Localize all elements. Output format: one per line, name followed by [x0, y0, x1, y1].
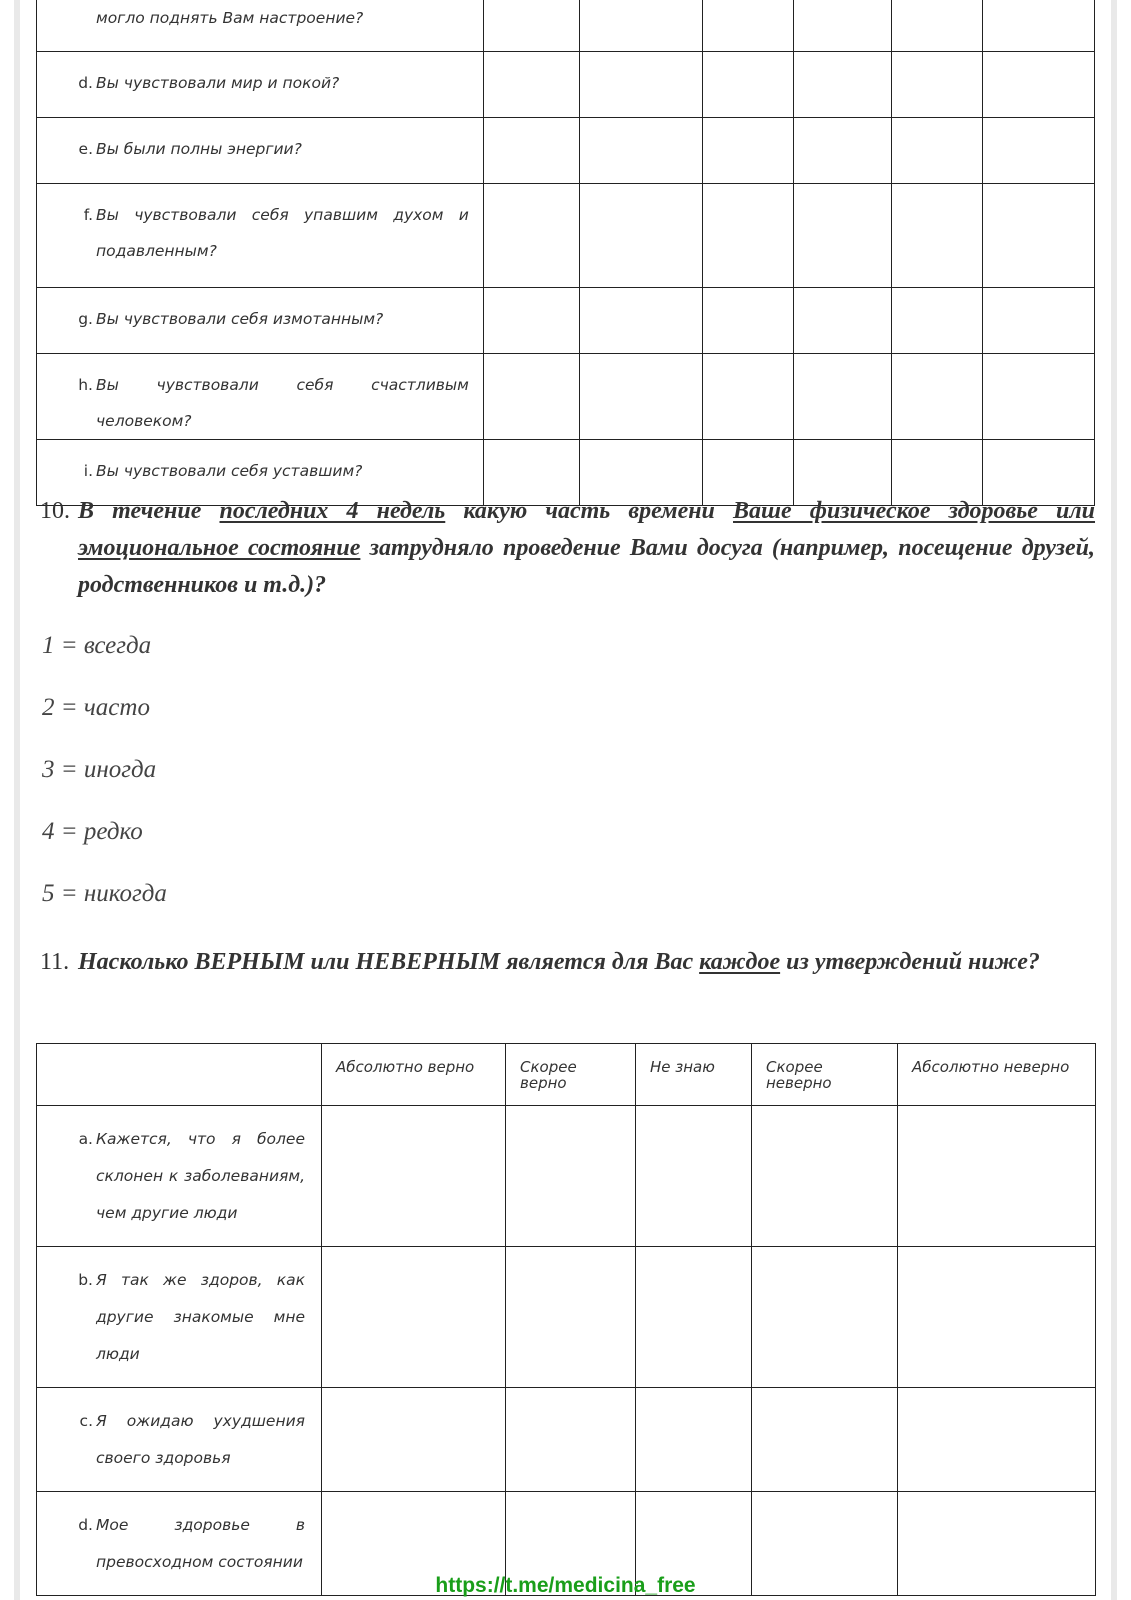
table-row	[37, 1388, 1096, 1492]
answer-cell[interactable]	[982, 118, 1094, 184]
answer-cell[interactable]	[891, 184, 982, 288]
question-10	[40, 493, 1095, 604]
answer-cell[interactable]	[483, 52, 579, 118]
answer-cell[interactable]	[982, 184, 1094, 288]
answer-cell[interactable]	[982, 0, 1094, 52]
answer-cell[interactable]	[703, 0, 794, 52]
question-number: 11.	[40, 949, 70, 975]
answer-option: 2 = часто	[42, 694, 150, 721]
answer-cell[interactable]	[752, 1388, 898, 1492]
answer-cell[interactable]	[636, 1106, 752, 1247]
answer-cell[interactable]	[982, 288, 1094, 354]
column-header: Не знаю	[636, 1044, 752, 1106]
q11-item-a: a. Кажется, что я более склонен к заболеваниям, чем другие люди	[37, 1106, 322, 1247]
answer-cell[interactable]	[483, 0, 579, 52]
table-row	[37, 288, 1095, 354]
answer-cell[interactable]	[703, 288, 794, 354]
table-row	[37, 1247, 1096, 1388]
answer-cell[interactable]	[891, 52, 982, 118]
answer-cell[interactable]	[506, 1106, 636, 1247]
q9-item-h: h. Вы чувствовали себя счастливым человеком?	[37, 354, 484, 440]
answer-cell[interactable]	[703, 118, 794, 184]
answer-cell[interactable]	[579, 354, 702, 440]
answer-cell[interactable]	[703, 354, 794, 440]
question-number: 10.	[40, 498, 70, 524]
q11-item-d: d. Мое здоровье в превосходном состоянии	[37, 1492, 322, 1596]
answer-cell[interactable]	[891, 118, 982, 184]
answer-cell[interactable]	[506, 1388, 636, 1492]
answer-cell[interactable]	[898, 1106, 1096, 1247]
answer-cell[interactable]	[703, 52, 794, 118]
table-row	[37, 354, 1095, 440]
q11-item-b: b. Я так же здоров, как другие знакомые мне люди	[37, 1247, 322, 1388]
q11-item-c: c. Я ожидаю ухудшения своего здоровья	[37, 1388, 322, 1492]
answer-cell[interactable]	[793, 0, 891, 52]
table-row	[37, 184, 1095, 288]
answer-cell[interactable]	[322, 1388, 506, 1492]
answer-cell[interactable]	[322, 1247, 506, 1388]
answer-option: 3 = иногда	[42, 756, 157, 783]
answer-cell[interactable]	[579, 184, 702, 288]
answer-cell[interactable]	[322, 1106, 506, 1247]
q9-table	[36, 0, 1095, 506]
table-row	[37, 118, 1095, 184]
answer-cell[interactable]	[898, 1388, 1096, 1492]
answer-cell[interactable]	[506, 1247, 636, 1388]
answer-cell[interactable]	[982, 52, 1094, 118]
answer-option: 4 = редко	[42, 818, 143, 845]
q9-item-g: g. Вы чувствовали себя измотанным?	[37, 288, 484, 354]
q9-item-f: f. Вы чувствовали себя упавшим духом и подавленным?	[37, 184, 484, 288]
answer-cell[interactable]	[579, 118, 702, 184]
column-header: Скорее неверно	[752, 1044, 898, 1106]
answer-cell[interactable]	[898, 1247, 1096, 1388]
table-row	[37, 1106, 1096, 1247]
answer-cell[interactable]	[483, 354, 579, 440]
answer-cell[interactable]	[891, 0, 982, 52]
question-text: Насколько ВЕРНЫМ или НЕВЕРНЫМ является для Вас каждое из утверждений ниже?	[78, 949, 1040, 975]
q9-item-i: i. Вы чувствовали себя уставшим?	[37, 440, 484, 506]
answer-cell[interactable]	[793, 52, 891, 118]
answer-cell[interactable]	[483, 118, 579, 184]
column-header: Скорее верно	[506, 1044, 636, 1106]
answer-cell[interactable]	[579, 0, 702, 52]
table-header-row	[37, 1044, 1096, 1106]
footer-link[interactable]: https://t.me/medicina_free	[435, 1574, 696, 1597]
q11-table	[36, 1043, 1096, 1596]
answer-cell[interactable]	[636, 1388, 752, 1492]
left-page-rail	[14, 0, 20, 1600]
answer-option: 5 = никогда	[42, 880, 167, 907]
column-header: Абсолютно верно	[322, 1044, 506, 1106]
header-empty-cell	[37, 1044, 322, 1106]
answer-cell[interactable]	[579, 52, 702, 118]
table-row	[37, 0, 1095, 52]
right-page-rail	[1111, 0, 1117, 1600]
q9-item-c-cont: могло поднять Вам настроение?	[37, 0, 484, 52]
answer-cell[interactable]	[793, 118, 891, 184]
answer-cell[interactable]	[891, 288, 982, 354]
answer-cell[interactable]	[636, 1247, 752, 1388]
question-11	[40, 944, 1095, 981]
answer-cell[interactable]	[752, 1247, 898, 1388]
answer-cell[interactable]	[483, 288, 579, 354]
answer-cell[interactable]	[703, 184, 794, 288]
answer-cell[interactable]	[752, 1106, 898, 1247]
q9-item-d: d. Вы чувствовали мир и покой?	[37, 52, 484, 118]
table-row	[37, 52, 1095, 118]
answer-cell[interactable]	[793, 184, 891, 288]
answer-cell[interactable]	[793, 288, 891, 354]
answer-cell[interactable]	[579, 288, 702, 354]
answer-cell[interactable]	[793, 354, 891, 440]
question-text: В течение последних 4 недель какую часть времени Ваше физическое здоровье или эмоциональное состояние затрудняло проведение Вами досуга (например, посещение друзей, родственников и т.д.)?	[78, 498, 1096, 598]
q9-item-e: e. Вы были полны энергии?	[37, 118, 484, 184]
answer-cell[interactable]	[891, 354, 982, 440]
answer-cell[interactable]	[483, 184, 579, 288]
answer-cell[interactable]	[982, 354, 1094, 440]
column-header: Абсолютно неверно	[898, 1044, 1096, 1106]
answer-option: 1 = всегда	[42, 632, 152, 659]
